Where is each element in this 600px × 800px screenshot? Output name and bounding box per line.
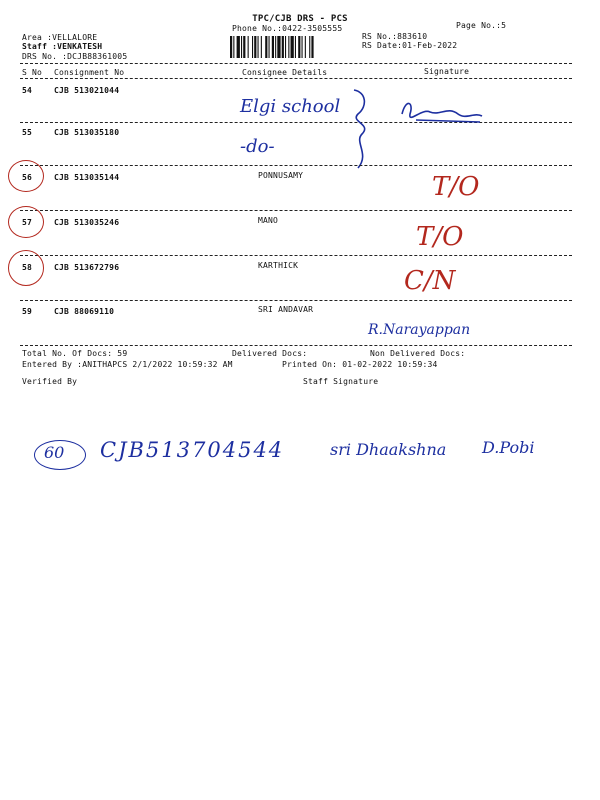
row-59-signature-handwritten: R.Narayappan	[368, 322, 471, 338]
row-57-consignee: MANO	[258, 216, 279, 225]
row-58-sno: 58	[22, 263, 33, 272]
row-59-consignment: CJB 88069110	[54, 307, 115, 316]
column-sno: S No	[22, 68, 43, 77]
row-divider	[20, 165, 572, 166]
non-delivered-docs: Non Delivered Docs:	[370, 349, 466, 358]
page-number: Page No.:5	[456, 21, 507, 30]
row-divider	[20, 345, 572, 346]
row-54-consignee-handwritten: Elgi school	[240, 96, 341, 117]
row-54-consignment: CJB 513021044	[54, 86, 120, 95]
row-divider	[20, 255, 572, 256]
row-56-consignment: CJB 513035144	[54, 173, 120, 182]
row-55-consignee-handwritten: -do-	[240, 136, 275, 157]
brace-signature-scribble	[340, 84, 500, 174]
extra-entry-consignee: sri Dhaakshna	[330, 440, 447, 459]
row-57-sno: 57	[22, 218, 33, 227]
area-label: Area :VELLALORE	[22, 33, 98, 42]
row-54-sno: 54	[22, 86, 33, 95]
entered-by: Entered By :ANITHAPCS 2/1/2022 10:59:32 AM	[22, 360, 233, 369]
row-56-remark-handwritten: T/O	[432, 172, 480, 202]
row-57-consignment: CJB 513035246	[54, 218, 120, 227]
extra-entry-consignment: CJB513704544	[100, 438, 285, 462]
row-55-consignment: CJB 513035180	[54, 128, 120, 137]
column-divider	[20, 78, 572, 79]
extra-entry-sno: 60	[44, 443, 65, 462]
drs-number: DRS No. :DCJB88361005	[22, 52, 128, 61]
row-58-remark-handwritten: C/N	[404, 266, 456, 296]
verified-by: Verified By	[22, 377, 78, 386]
column-consignment: Consignment No	[54, 68, 125, 77]
rs-number: RS No.:883610	[362, 32, 428, 41]
row-56-sno: 56	[22, 173, 33, 182]
row-59-sno: 59	[22, 307, 33, 316]
total-docs: Total No. Of Docs: 59	[22, 349, 128, 358]
header-divider	[20, 63, 572, 64]
row-divider	[20, 210, 572, 211]
row-58-consignment: CJB 513672796	[54, 263, 120, 272]
row-58-consignee: KARTHICK	[258, 261, 299, 270]
rs-date: RS Date:01-Feb-2022	[362, 41, 458, 50]
column-consignee: Consignee Details	[242, 68, 328, 77]
printed-on: Printed On: 01-02-2022 10:59:34	[282, 360, 438, 369]
row-55-sno: 55	[22, 128, 33, 137]
staff-signature: Staff Signature	[303, 377, 379, 386]
row-59-consignee: SRI ANDAVAR	[258, 305, 314, 314]
barcode-image	[230, 36, 360, 58]
row-57-remark-handwritten: T/O	[416, 222, 464, 252]
row-56-consignee: PONNUSAMY	[258, 171, 304, 180]
staff-label: Staff :VENKATESH	[22, 42, 103, 51]
column-signature: Signature	[424, 67, 470, 76]
delivered-docs: Delivered Docs:	[232, 349, 308, 358]
phone-number: Phone No.:0422-3505555	[232, 24, 343, 33]
extra-entry-signature: D.Pobi	[482, 438, 535, 457]
report-title: TPC/CJB DRS - PCS	[252, 14, 348, 24]
row-divider	[20, 300, 572, 301]
